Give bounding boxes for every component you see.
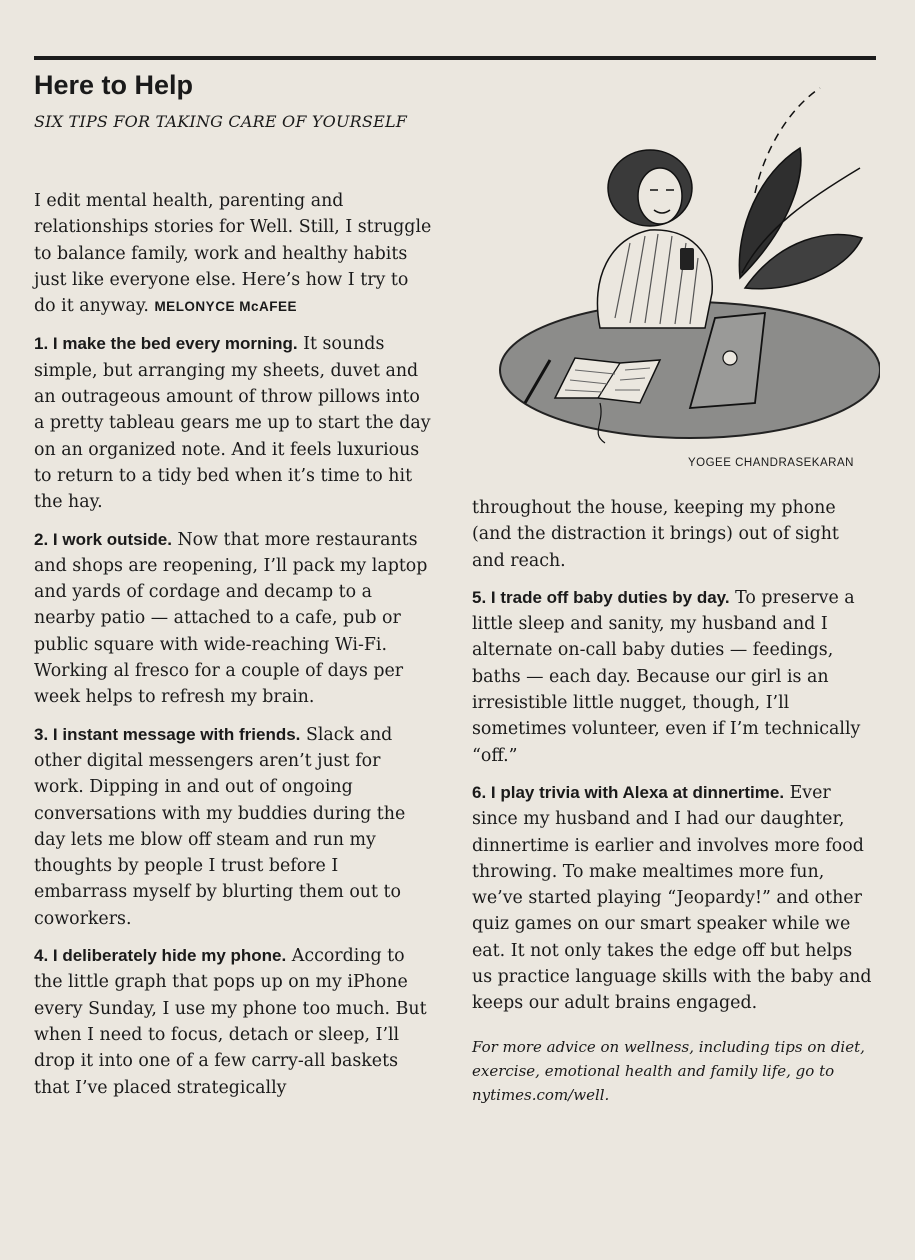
tip-6-lead: 6. I play trivia with Alexa at dinnertime. <box>472 782 785 802</box>
tip-3-lead: 3. I instant message with friends. <box>34 724 301 744</box>
tip-2-body: Now that more restaurants and shops are reopening, I’ll pack my laptop and yards of cordage and decamp to a nearby patio — attached to a cafe, pub or public square with wide-reaching Wi-Fi. Working al fresco for a couple of days per week helps to refresh my brain. <box>34 529 428 708</box>
tip-5-body: To preserve a little sleep and sanity, my husband and I alternate on-call baby duties — feedings, baths — each day. Because our girl is an irresistible little nugget, though, I’ll sometimes volunteer, even if I’m technically “off.” <box>472 587 861 766</box>
right-column <box>472 495 877 1118</box>
tip-3 <box>34 722 434 932</box>
page-title: Here to Help <box>34 70 194 100</box>
tip-4-continued-body: throughout the house, keeping my phone (and the distraction it brings) out of sight and reach. <box>472 498 839 571</box>
illustration-credit: YOGEE CHANDRASEKARAN <box>688 457 854 469</box>
woman-with-phone-laptop-book-illustration <box>490 78 880 450</box>
author-byline: MELONYCE McAFEE <box>154 299 297 315</box>
tip-4-body: According to the little graph that pops up on my iPhone every Sunday, I use my phone too much. But when I need to focus, detach or sleep, I’ll drop it into one of a few carry-all baskets that I’ve placed strategically <box>34 946 427 1098</box>
tip-6 <box>472 780 877 1017</box>
tip-4-continued <box>472 495 877 574</box>
top-rule <box>34 56 876 60</box>
tip-6-body: Ever since my husband and I had our daughter, dinnertime is earlier and involves more food throwing. To make mealtimes more fun, we’ve started playing “Jeopardy!” and other quiz games on our smart speaker while we eat. It not only takes the edge off but helps us practice language skills with the baby and keeps our adult brains engaged. <box>472 782 872 1014</box>
tip-1-lead: 1. I make the bed every morning. <box>34 334 298 354</box>
tip-4 <box>34 943 434 1101</box>
intro-text: I edit mental health, parenting and relationships stories for Well. Still, I struggle to balance family, work and healthy habits just like everyone else. Here’s how I try to do it anyway. <box>34 191 432 317</box>
tip-5 <box>472 585 877 769</box>
page-subtitle: SIX TIPS FOR TAKING CARE OF YOURSELF <box>34 112 408 131</box>
tip-5-lead: 5. I trade off baby duties by day. <box>472 587 730 607</box>
tip-3-body: Slack and other digital messengers aren’t just for work. Dipping in and out of ongoing conversations with my buddies during the day lets me blow off steam and run my thoughts by people I trust before I embarrass myself by blurting them out to coworkers. <box>34 724 406 929</box>
footer-note: For more advice on wellness, including tips on diet, exercise, emotional health and family life, go to nytimes.com/well. <box>472 1037 865 1104</box>
tip-1-body: It sounds simple, but arranging my sheets, duvet and an outrageous amount of throw pillows into a pretty tableau gears me up to start the day on an organized note. And it feels luxurious to return to a tidy bed when it’s time to hit the hay. <box>34 334 431 513</box>
intro-paragraph <box>34 188 434 320</box>
tip-2-lead: 2. I work outside. <box>34 529 172 549</box>
tip-1 <box>34 331 434 515</box>
tip-2 <box>34 527 434 711</box>
left-column <box>34 188 434 1112</box>
tip-4-lead: 4. I deliberately hide my phone. <box>34 946 287 966</box>
